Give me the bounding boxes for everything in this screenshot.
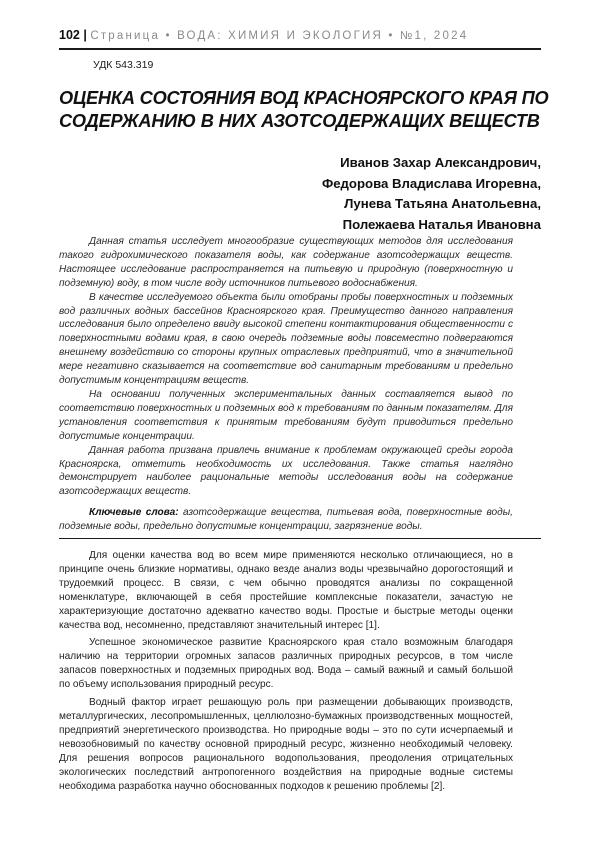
abstract-paragraph: Данная работа призвана привлечь внимание к проблемам окружающей среды города Красноярска, отметить необходимость их исследования. Также статья наглядно демонстрирует наиболее рациональные методы исследования воды на содержание азотсодержащих веществ. [59,444,513,498]
keywords-block [59,506,513,534]
title-line: ОЦЕНКА СОСТОЯНИЯ ВОД КРАСНОЯРСКОГО КРАЯ ПО [59,88,549,108]
title-line: СОДЕРЖАНИЮ В НИХ АЗОТСОДЕРЖАЩИХ ВЕЩЕСТВ [59,111,540,131]
abstract-paragraph: На основании полученных экспериментальных данных составляется вывод по соответствию поверхностных и подземных вод к требованиям по данным показателям. Для установления соответствия к принятым требованиям будут приводиться предельно допустимые концентрации. [59,388,513,442]
author-name: Лунева Татьяна Анатольевна, [344,196,541,211]
abstract [59,235,513,499]
running-title: Страница • ВОДА: ХИМИЯ И ЭКОЛОГИЯ • №1, 2024 [90,30,469,42]
abstract-paragraph: В качестве исследуемого объекта были отобраны пробы поверхностных и подземных вод различных водных бассейнов Красноярского края. Преимущество данного направления исследования было определено ввиду высокой степени контактирования общественности с поверхностными водами края, в свою очередь подземные воды повсеместно подвергаются внешнему воздействию со стороны крупных отраслевых предприятий, что в значительной мере негативно сказывается на соответствие вод санитарным требованиям и предельно допустимым концентрациям веществ. [59,291,513,387]
body-text [59,549,513,797]
author-list [322,153,541,235]
header-divider [59,48,541,50]
author-name: Иванов Захар Александрович, [340,155,541,170]
body-paragraph: Для оценки качества вод во всем мире применяются несколько отличающиеся, но в принципе очень близкие нормативы, однако везде анализ воды чрезвычайно дорогостоящий и трудоемкий процесс. В связи, с чем обычно проводятся анализы по сокращенной номенклатуре, включающей в себя простейшие комплексные показатели, зачастую не характеризующие достаточно адекватно качество воды. Простые и быстрые методы оценки качества вод, несомненно, представляют значительный интерес [1]. [59,550,513,631]
page-number: 102 [59,28,80,42]
keywords-divider [59,538,541,539]
article-title [59,87,549,133]
udk-code: УДК 543.319 [93,59,154,71]
header-separator: | [83,28,87,42]
abstract-paragraph: Данная статья исследует многообразие существующих методов для исследования такого гидрохимического показателя воды, как содержание азотсодержащих веществ. Настоящее исследование распространяется на питьевую и природную (поверхностную и подземную) воду, в том числе воду источников питьевого водоснабжения. [59,236,513,289]
body-paragraph: Успешное экономическое развитие Красноярского края стало возможным благодаря наличию на территории огромных запасов различных природных ресурсов, в том числе запасов поверхностных и подземных природных вод. Вода – самый важный и самый большой по объему использования природный ресурс. [59,637,513,691]
author-name: Полежаева Наталья Ивановна [342,216,541,232]
body-paragraph: Водный фактор играет решающую роль при размещении добывающих производств, металлургических, лесопромышленных, целлюлозно-бумажных производственных мощностей, предприятий энергетического производства. Но природные воды – это по сути исчерпаемый и невозобновимый по качеству основной природный ресурс, жизненно необходимый человеку. Для решения вопросов рационального водопользования, преодоления отрицательных экологических последствий антропогенного воздействия на природные водные системы необходима разработка научно обоснованных подходов к решению проблемы [2]. [59,697,513,792]
author-name: Федорова Владислава Игоревна, [321,175,541,191]
running-header [59,28,549,42]
keywords-label: Ключевые слова: [89,507,179,518]
keywords-text: азотсодержащие вещества, питьевая вода, поверхностные воды, подземные воды, предельно допустимые концентрации, загрязнение воды. [59,507,513,532]
